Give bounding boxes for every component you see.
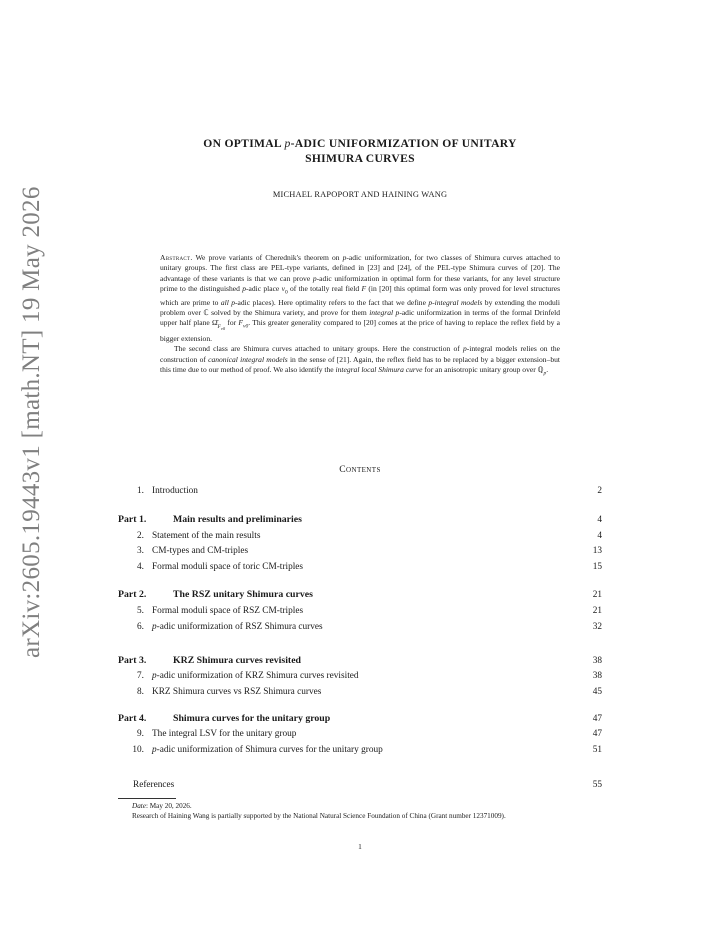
toc-part-label: Part 2. bbox=[118, 589, 147, 600]
toc-page-number: 55 bbox=[592, 780, 602, 790]
toc-section-title: CM-types and CM-triples bbox=[152, 546, 249, 556]
toc-part-entry[interactable] bbox=[118, 712, 602, 726]
toc-part-label: Part 4. bbox=[118, 713, 147, 724]
abstract-paragraph-1: Abstract. We prove variants of Cherednik's theorem on p-adic uniformization, for two classes of Shimura curves attached to unitary groups. The first class are PEL-type variants, defined in [23] and [24], of the PEL-type Shimura curves of [20]. The advantage of these variants is that we can prove p-adic uniformization in optimal form for these variants, for any level structure prime to the distinguished p-adic place $v_0$ of the totally real field F (in [20] this optimal form was only proved for level structures which are prime to all p-adic places). Here optimality refers to the fact that we define p-integral models by extending the moduli problem over ℂ solved by the Shimura variety, and prove for them integral p-adic uniformization in terms of the formal Drinfeld upper half plane $\Omegâ_{F_{v0}}$ for $F_{v0}$. This greater generality compared to [20] comes at the price of having to replace the reflex field by a bigger extension. bbox=[160, 253, 561, 344]
toc-section-title: p-adic uniformization of RSZ Shimura curves bbox=[152, 622, 323, 632]
toc-page-number: 47 bbox=[592, 714, 602, 724]
toc-page-number: 4 bbox=[597, 515, 602, 525]
toc-part-entry[interactable] bbox=[118, 588, 602, 602]
toc-section-number: 5. bbox=[137, 606, 144, 616]
toc-section-title: Statement of the main results bbox=[152, 531, 261, 541]
toc-part-label: Part 3. bbox=[118, 655, 147, 666]
toc-section-entry[interactable] bbox=[118, 529, 602, 543]
toc-page-number: 15 bbox=[592, 562, 602, 572]
toc-part-title: Main results and preliminaries bbox=[173, 514, 302, 525]
toc-section-title: References bbox=[133, 780, 175, 790]
footnotes bbox=[118, 802, 604, 821]
toc-part-label: Part 1. bbox=[118, 514, 147, 525]
toc-section-title: Formal moduli space of toric CM-triples bbox=[152, 562, 304, 572]
footnote-rule bbox=[118, 798, 176, 799]
toc-part-entry[interactable] bbox=[118, 654, 602, 668]
toc-section-title: The integral LSV for the unitary group bbox=[152, 729, 297, 739]
abstract-paragraph-2: The second class are Shimura curves attached to unitary groups. Here the construction of p-integral models relies on the construction of canonical integral models in the sense of [21]. Again, the reflex field has to be replaced by a bigger extension–but this time due to our method of proof. We also identify the integral local Shimura curve for an anisotropic unitary group over ℚ$_p$. bbox=[160, 344, 560, 377]
abstract bbox=[160, 253, 560, 379]
author-list: MICHAEL RAPOPORT AND HAINING WANG bbox=[272, 190, 448, 199]
funding-footnote: Research of Haining Wang is partially supported by the National Natural Science Foundation of China (Grant number 12371009). bbox=[132, 811, 506, 820]
page-number: 1 bbox=[358, 842, 362, 851]
contents-heading: Contents bbox=[339, 464, 381, 475]
toc-section-title: KRZ Shimura curves vs RSZ Shimura curves bbox=[152, 687, 322, 697]
toc-references-entry[interactable] bbox=[118, 778, 602, 792]
toc-section-entry[interactable] bbox=[118, 685, 602, 699]
arxiv-identifier: arXiv:2605.19443v1 [math.NT] 19 May 2026 bbox=[18, 186, 45, 658]
date-footnote: Date: May 20, 2026. bbox=[132, 802, 192, 810]
toc-section-entry[interactable] bbox=[118, 727, 602, 741]
toc-page-number: 13 bbox=[592, 546, 602, 556]
toc-page-number: 38 bbox=[592, 656, 602, 666]
toc-page-number: 51 bbox=[592, 745, 602, 755]
toc-page-number: 21 bbox=[592, 590, 602, 600]
toc-section-title: Formal moduli space of RSZ CM-triples bbox=[152, 606, 304, 616]
toc-section-title: p-adic uniformization of Shimura curves for the unitary group bbox=[152, 745, 383, 755]
toc-section-number: 9. bbox=[137, 729, 144, 739]
toc-page-number: 32 bbox=[592, 622, 602, 632]
toc-section-number: 7. bbox=[137, 671, 144, 681]
toc-section-entry[interactable] bbox=[118, 484, 602, 498]
toc-page-number: 21 bbox=[592, 606, 602, 616]
toc-section-entry[interactable] bbox=[118, 560, 602, 574]
paper-title: ON OPTIMAL p-ADIC UNIFORMIZATION OF UNITARY SHIMURA CURVES bbox=[203, 137, 517, 165]
toc-section-number: 8. bbox=[137, 687, 144, 697]
toc-section-number: 1. bbox=[137, 486, 144, 496]
toc-section-entry[interactable] bbox=[118, 669, 602, 683]
toc-section-number: 2. bbox=[137, 531, 144, 541]
toc-section-entry[interactable] bbox=[118, 620, 602, 634]
toc-page-number: 4 bbox=[597, 531, 602, 541]
toc-section-title: Introduction bbox=[152, 486, 198, 496]
toc-section-title: p-adic uniformization of KRZ Shimura curves revisited bbox=[152, 671, 359, 681]
toc-part-title: Shimura curves for the unitary group bbox=[173, 713, 331, 724]
toc-page-number: 45 bbox=[592, 687, 602, 697]
toc-section-number: 4. bbox=[137, 562, 144, 572]
toc-part-title: The RSZ unitary Shimura curves bbox=[173, 589, 313, 600]
toc-section-number: 6. bbox=[137, 622, 144, 632]
toc-section-number: 10. bbox=[132, 745, 144, 755]
toc-part-title: KRZ Shimura curves revisited bbox=[173, 655, 301, 666]
toc-part-entry[interactable] bbox=[118, 513, 602, 527]
toc-page-number: 38 bbox=[592, 671, 602, 681]
toc-section-entry[interactable] bbox=[118, 544, 602, 558]
toc-section-entry[interactable] bbox=[118, 743, 602, 757]
toc-section-number: 3. bbox=[137, 546, 144, 556]
toc-section-entry[interactable] bbox=[118, 604, 602, 618]
toc-page-number: 47 bbox=[592, 729, 602, 739]
toc-page-number: 2 bbox=[597, 486, 602, 496]
